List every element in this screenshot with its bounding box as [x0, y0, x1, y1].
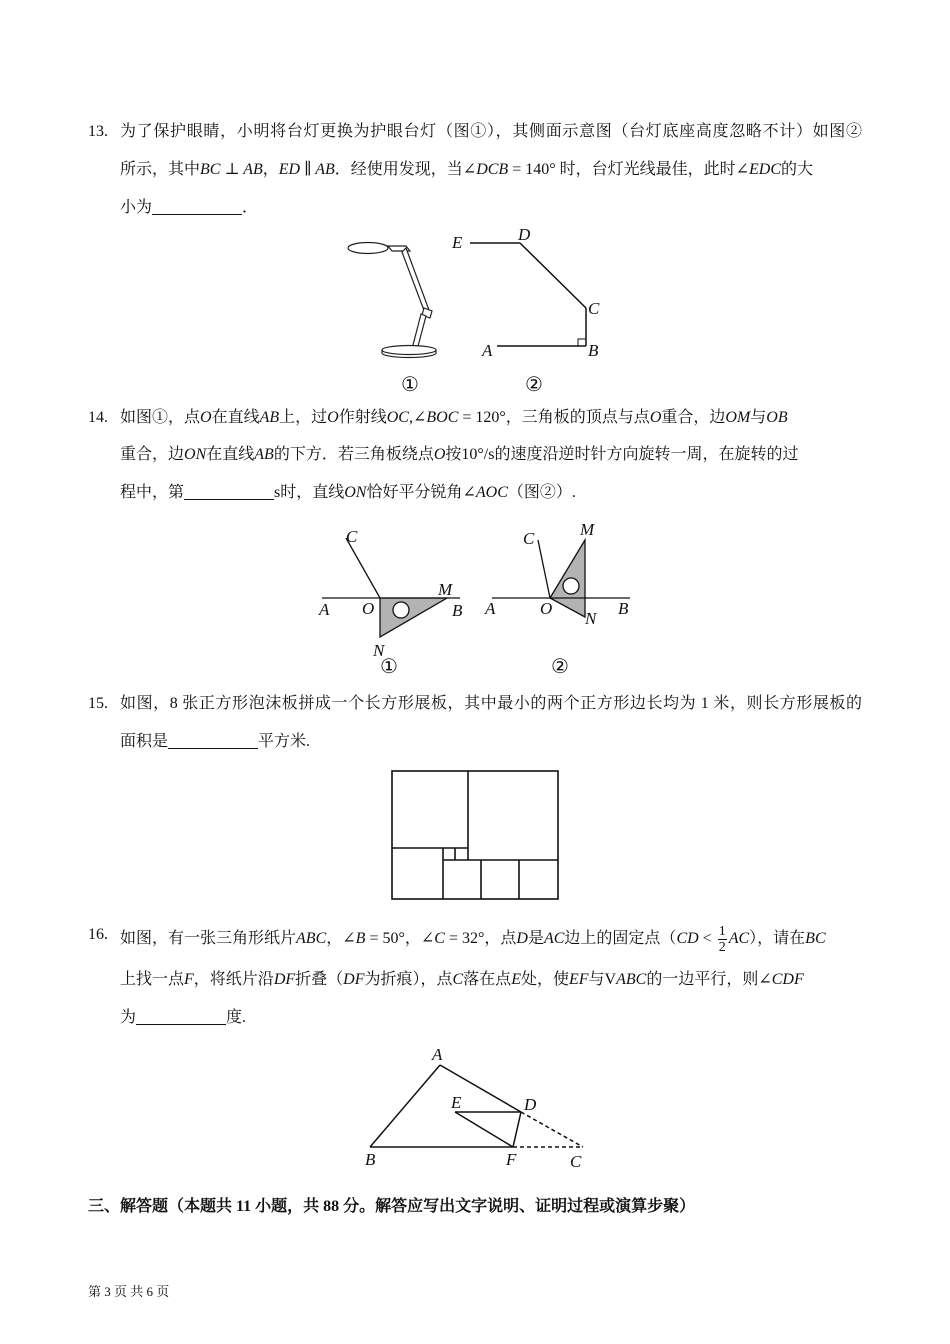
text: < — [698, 930, 716, 948]
math-expression: ∠B — [342, 930, 366, 948]
text: = 32°，点 — [444, 930, 517, 948]
page-footer: 第 3 页 共 6 页 — [88, 1284, 170, 1299]
text: ，将纸片沿 — [193, 971, 274, 988]
rotation-diagram-2 — [492, 540, 630, 617]
text: 重合，边 — [661, 409, 726, 426]
question-number: 15. — [88, 695, 108, 712]
text: 边上的固定点（ — [564, 930, 677, 948]
math-expression: DF — [343, 971, 365, 988]
point-label: A — [482, 341, 493, 360]
math-expression: AC — [543, 930, 565, 948]
figure-caption: ② — [525, 374, 543, 396]
text: = 140° 时，台灯光线最佳，此时 — [508, 161, 736, 178]
point-label: A — [319, 600, 330, 619]
math-expression: ∠DCB — [462, 161, 509, 178]
text: 落在点 — [463, 971, 512, 988]
math-expression: ∠C — [420, 930, 445, 948]
text: 是 — [527, 930, 544, 948]
text: = 50°， — [365, 930, 421, 948]
math-expression: F — [184, 971, 194, 988]
point-label: O — [540, 599, 553, 618]
point-label: C — [588, 299, 600, 318]
text: 平方米. — [258, 733, 311, 750]
math-expression: O — [433, 446, 446, 463]
point-label: D — [518, 225, 531, 244]
text: 与 — [750, 409, 767, 426]
math-expression: O — [200, 409, 212, 426]
figure-caption: ② — [551, 656, 569, 678]
math-expression: ∠CDF — [758, 971, 804, 988]
math-expression: ON — [344, 484, 367, 501]
math-expression: D — [516, 930, 528, 948]
point-label: N — [585, 609, 597, 628]
math-expression: ABC — [296, 930, 327, 948]
text: 重合，边 — [120, 446, 185, 463]
text: 的一边平行，则 — [646, 971, 759, 988]
desk-lamp-figure — [348, 243, 436, 358]
point-label: D — [524, 1095, 537, 1114]
text: ， — [262, 161, 279, 178]
math-expression: E — [511, 971, 521, 988]
math-expression: BC — [805, 930, 826, 948]
text: 按10°/s的速度沿逆时针方向旋转一周，在旋转的过 — [445, 446, 799, 463]
math-expression: OM — [725, 409, 751, 426]
math-expression: ABC — [616, 971, 647, 988]
point-label: N — [373, 641, 385, 660]
text: ），请在 — [749, 930, 806, 948]
text: 如图，有一张三角形纸片 — [120, 930, 297, 948]
math-expression: BC ⊥ AB — [200, 161, 263, 178]
text: 所示，其中 — [120, 161, 201, 178]
point-label: A — [432, 1045, 443, 1064]
question-number: 14. — [88, 409, 108, 426]
text: 处，使 — [520, 971, 569, 988]
point-label: E — [452, 233, 463, 252]
text: 上找一点 — [120, 971, 185, 988]
math-expression: ∠BOC — [412, 409, 459, 426]
text: 程中，第 — [120, 484, 185, 501]
fraction-numerator: 1 — [718, 924, 726, 939]
text: 的下方．若三角板绕点 — [273, 446, 434, 463]
text: ， — [326, 930, 343, 948]
point-label: E — [451, 1093, 462, 1112]
point-label: A — [485, 599, 496, 618]
math-expression: AB — [259, 409, 280, 426]
text: 恰好平分锐角 — [366, 484, 463, 501]
text: 作射线 — [338, 409, 387, 426]
text: 为 — [120, 1009, 137, 1026]
text: = 120°，三角板的顶点与点 — [458, 409, 650, 426]
text: （图②）. — [507, 484, 576, 501]
text: 为折痕），点 — [364, 971, 453, 988]
text: 在直线 — [206, 446, 255, 463]
text: 上，过 — [279, 409, 328, 426]
text: 为了保护眼睛，小明将台灯更换为护眼台灯（图①），其侧面示意图（台灯底座高度忽略不计）如图② — [120, 123, 862, 140]
math-expression: CD — [676, 930, 699, 948]
fraction-denominator: 2 — [718, 940, 726, 955]
folded-triangle-figure — [370, 1065, 583, 1147]
point-label: B — [365, 1150, 376, 1169]
point-label: O — [362, 599, 375, 618]
text: 小为 — [120, 199, 153, 216]
point-label: B — [452, 601, 463, 620]
text: , — [408, 409, 413, 426]
math-expression: ∠EDC — [735, 161, 782, 178]
point-label: M — [580, 520, 595, 539]
text: 折叠（ — [295, 971, 344, 988]
figure-caption: ① — [401, 374, 419, 396]
text: 度. — [226, 1009, 247, 1026]
text: 面积是 — [120, 733, 169, 750]
section-heading: 三、解答题（本题共 11 小题，共 88 分。解答应写出文字说明、证明过程或演算步聚） — [88, 1198, 696, 1215]
point-label: F — [506, 1150, 517, 1169]
math-expression: C — [452, 971, 464, 988]
math-expression: AB — [254, 446, 274, 463]
text: s时，直线 — [274, 484, 345, 501]
math-expression: O — [327, 409, 339, 426]
math-expression: EF — [568, 971, 589, 988]
squares-board-figure — [392, 771, 558, 899]
text: 的大 — [781, 161, 814, 178]
text: ． — [242, 199, 259, 216]
math-expression: OB — [766, 409, 788, 426]
figure-caption: ① — [380, 656, 398, 678]
text: 在直线 — [211, 409, 260, 426]
point-label: C — [570, 1152, 582, 1171]
math-expression: ∠AOC — [462, 484, 508, 501]
math-expression: DF — [273, 971, 296, 988]
point-label: B — [588, 341, 599, 360]
point-label: B — [618, 599, 629, 618]
text: ．经使用发现，当 — [334, 161, 463, 178]
point-label: M — [438, 580, 453, 599]
text: 如图①，点 — [120, 409, 201, 426]
math-expression: ED ∥ AB — [278, 161, 335, 178]
math-expression: ON — [184, 446, 207, 463]
question-number: 16. — [88, 926, 108, 943]
math-expression: AC — [728, 930, 750, 948]
point-label: C — [523, 529, 535, 548]
text: 如图，8 张正方形泡沫板拼成一个长方形展板，其中最小的两个正方形边长均为 1 米，则长方形展板的 — [120, 695, 862, 712]
question-number: 13. — [88, 123, 108, 140]
text: 与V — [588, 971, 617, 988]
math-expression: O — [649, 409, 662, 426]
angle-diagram-q13 — [470, 243, 586, 346]
math-expression: OC — [386, 409, 409, 426]
point-label: C — [346, 527, 358, 546]
